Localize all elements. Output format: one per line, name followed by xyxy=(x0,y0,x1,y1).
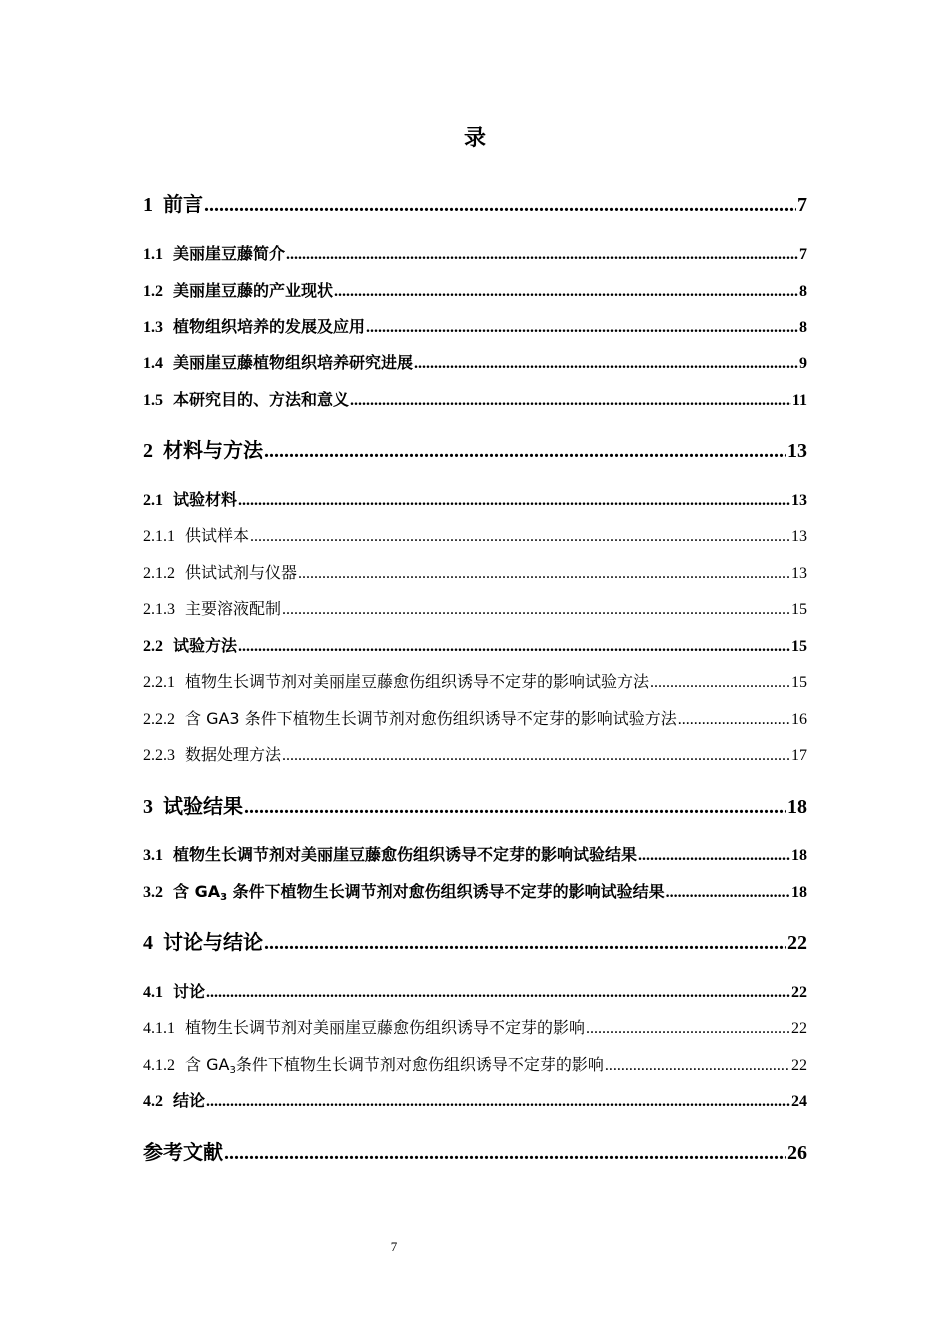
toc-entry-number: 1.3 xyxy=(143,319,163,336)
toc-entry-references[interactable] xyxy=(143,1138,807,1167)
toc-entry-4[interactable] xyxy=(143,928,807,957)
toc-entry-page: 7 xyxy=(797,194,807,216)
dot-leader xyxy=(638,845,790,867)
toc-entry-2-1-3[interactable] xyxy=(143,598,807,621)
toc-entry-text: 供试样本 xyxy=(185,526,250,545)
toc-entry-text: 试验方法 xyxy=(173,636,238,655)
toc-entry-4-1[interactable] xyxy=(143,981,807,1004)
toc-entry-text: 结论 xyxy=(173,1091,206,1110)
toc-entry-text: 植物生长调节剂对美丽崖豆藤愈伤组织诱导不定芽的影响 xyxy=(185,1018,586,1037)
toc-entry-3[interactable] xyxy=(143,792,807,821)
dot-leader xyxy=(666,882,790,904)
dot-leader xyxy=(244,793,786,821)
toc-entry-number: 2.1.2 xyxy=(143,565,175,582)
toc-entry-text: 讨论与结论 xyxy=(163,930,263,954)
toc-entry-page: 13 xyxy=(791,492,807,509)
subscript: 3 xyxy=(229,1065,236,1076)
dot-leader xyxy=(366,317,798,339)
toc-entry-2-1-2[interactable] xyxy=(143,562,807,585)
toc-entry-page: 22 xyxy=(787,932,807,954)
toc-entry-number: 3.1 xyxy=(143,847,163,864)
toc-entry-page: 18 xyxy=(791,847,807,864)
dot-leader xyxy=(678,709,790,731)
toc-entry-page: 16 xyxy=(791,711,807,728)
toc-entry-text: 试验结果 xyxy=(163,794,243,818)
toc-entry-number: 1.5 xyxy=(143,392,163,409)
toc-entry-page: 22 xyxy=(791,1020,807,1037)
toc-entry-number: 2.1 xyxy=(143,492,163,509)
toc-entry-text: 供试试剂与仪器 xyxy=(185,563,298,582)
dot-leader xyxy=(250,526,790,548)
toc-entry-page: 15 xyxy=(791,601,807,618)
dot-leader xyxy=(282,599,790,621)
dot-leader xyxy=(334,281,798,303)
toc-entry-page: 18 xyxy=(787,796,807,818)
toc-entry-text: 参考文献 xyxy=(143,1140,223,1164)
toc-entry-1-2[interactable] xyxy=(143,280,807,303)
toc-entry-page: 9 xyxy=(799,355,807,372)
dot-leader xyxy=(224,1139,786,1167)
toc-entry-page: 13 xyxy=(787,440,807,462)
toc-entry-number: 4.1.2 xyxy=(143,1057,175,1074)
toc-entry-page: 11 xyxy=(791,392,807,409)
dot-leader xyxy=(206,982,790,1004)
toc-entry-text: 本研究目的、方法和意义 xyxy=(173,390,350,409)
toc-entry-2-2-1[interactable] xyxy=(143,671,807,694)
toc-entry-number: 2.2.1 xyxy=(143,674,175,691)
subscript: 3 xyxy=(220,892,228,903)
toc-entry-text xyxy=(173,882,665,901)
toc-entry-1-1[interactable] xyxy=(143,243,807,266)
toc-entry-text: 植物组织培养的发展及应用 xyxy=(173,317,366,336)
toc-entry-text: 美丽崖豆藤的产业现状 xyxy=(173,281,334,300)
toc-entry-number: 4 xyxy=(143,932,153,954)
toc-entry-number: 2.2.3 xyxy=(143,747,175,764)
toc-entry-page: 18 xyxy=(791,884,807,901)
toc-entry-page: 22 xyxy=(791,1057,807,1074)
toc-entry-2-1[interactable] xyxy=(143,489,807,512)
toc-entry-number: 2.1.1 xyxy=(143,528,175,545)
dot-leader xyxy=(238,490,790,512)
dot-leader xyxy=(586,1018,790,1040)
page-number-footer: 7 xyxy=(390,1239,398,1254)
toc-entry-1[interactable] xyxy=(143,190,807,219)
toc-entry-3-2[interactable] xyxy=(143,881,807,904)
dot-leader xyxy=(264,929,786,957)
toc-entry-text: 前言 xyxy=(163,192,203,216)
toc-entry-number: 1.1 xyxy=(143,246,163,263)
dot-leader xyxy=(204,191,796,219)
toc-entry-page: 7 xyxy=(799,246,807,263)
toc-text-suffix: 条件下植物生长调节剂对愈伤组织诱导不定芽的影响试验结果 xyxy=(227,882,665,901)
toc-entry-page: 17 xyxy=(791,747,807,764)
toc-entry-4-2[interactable] xyxy=(143,1090,807,1113)
toc-text-prefix: 含 GA xyxy=(173,882,221,901)
toc-entry-4-1-2[interactable] xyxy=(143,1054,807,1077)
toc-entry-number: 3 xyxy=(143,796,153,818)
toc-entry-number: 4.1.1 xyxy=(143,1020,175,1037)
toc-entry-page: 15 xyxy=(791,638,807,655)
toc-entry-number: 1.2 xyxy=(143,283,163,300)
toc-entry-page: 8 xyxy=(799,319,807,336)
toc-entry-number: 4.1 xyxy=(143,984,163,1001)
toc-entry-number: 4.2 xyxy=(143,1093,163,1110)
toc-entry-page: 8 xyxy=(799,283,807,300)
toc-entry-text xyxy=(185,1055,604,1074)
dot-leader xyxy=(298,563,790,585)
toc-entry-text: 讨论 xyxy=(173,982,206,1001)
toc-entry-1-4[interactable] xyxy=(143,352,807,375)
toc-entry-number: 1 xyxy=(143,194,153,216)
toc-entry-text: 美丽崖豆藤植物组织培养研究进展 xyxy=(173,353,414,372)
toc-entry-text: 主要溶液配制 xyxy=(185,599,282,618)
toc-entry-number: 2.2.2 xyxy=(143,711,175,728)
dot-leader xyxy=(282,745,790,767)
toc-entry-2-1-1[interactable] xyxy=(143,525,807,548)
toc-entry-2[interactable] xyxy=(143,436,807,465)
toc-entry-1-5[interactable] xyxy=(143,389,807,412)
dot-leader xyxy=(414,353,798,375)
toc-entry-1-3[interactable] xyxy=(143,316,807,339)
toc-entry-page: 26 xyxy=(787,1142,807,1164)
toc-entry-2-2-3[interactable] xyxy=(143,744,807,767)
toc-entry-text: 材料与方法 xyxy=(163,438,263,462)
toc-text-prefix: 含 GA xyxy=(185,1055,230,1074)
toc-entry-text: 植物生长调节剂对美丽崖豆藤愈伤组织诱导不定芽的影响试验结果 xyxy=(173,845,638,864)
dot-leader xyxy=(350,390,791,412)
page-title: 录 xyxy=(463,126,486,151)
toc-entry-2-2[interactable] xyxy=(143,635,807,658)
dot-leader xyxy=(605,1055,790,1077)
toc-entry-text: 数据处理方法 xyxy=(185,745,282,764)
toc-entry-4-1-1[interactable] xyxy=(143,1017,807,1040)
dot-leader xyxy=(264,437,786,465)
toc-entry-number: 2.1.3 xyxy=(143,601,175,618)
toc-entry-number: 2.2 xyxy=(143,638,163,655)
dot-leader xyxy=(238,636,790,658)
toc-entry-page: 22 xyxy=(791,984,807,1001)
dot-leader xyxy=(286,244,798,266)
toc-entry-number: 2 xyxy=(143,440,153,462)
dot-leader xyxy=(650,672,790,694)
toc-entry-number: 1.4 xyxy=(143,355,163,372)
toc-entry-page: 13 xyxy=(791,565,807,582)
toc-text-suffix: 条件下植物生长调节剂对愈伤组织诱导不定芽的影响 xyxy=(235,1055,604,1074)
toc-entry-3-1[interactable] xyxy=(143,844,807,867)
toc-entry-text: 美丽崖豆藤简介 xyxy=(173,244,286,263)
toc-entry-page: 24 xyxy=(791,1093,807,1110)
toc-entry-text: 含 GA3 条件下植物生长调节剂对愈伤组织诱导不定芽的影响试验方法 xyxy=(185,709,677,728)
toc-entry-page: 13 xyxy=(791,528,807,545)
toc-entry-text: 试验材料 xyxy=(173,490,238,509)
toc-entry-text: 植物生长调节剂对美丽崖豆藤愈伤组织诱导不定芽的影响试验方法 xyxy=(185,672,650,691)
dot-leader xyxy=(206,1091,790,1113)
toc-entry-2-2-2[interactable] xyxy=(143,708,807,731)
toc-entry-number: 3.2 xyxy=(143,884,163,901)
toc-entry-page: 15 xyxy=(791,674,807,691)
